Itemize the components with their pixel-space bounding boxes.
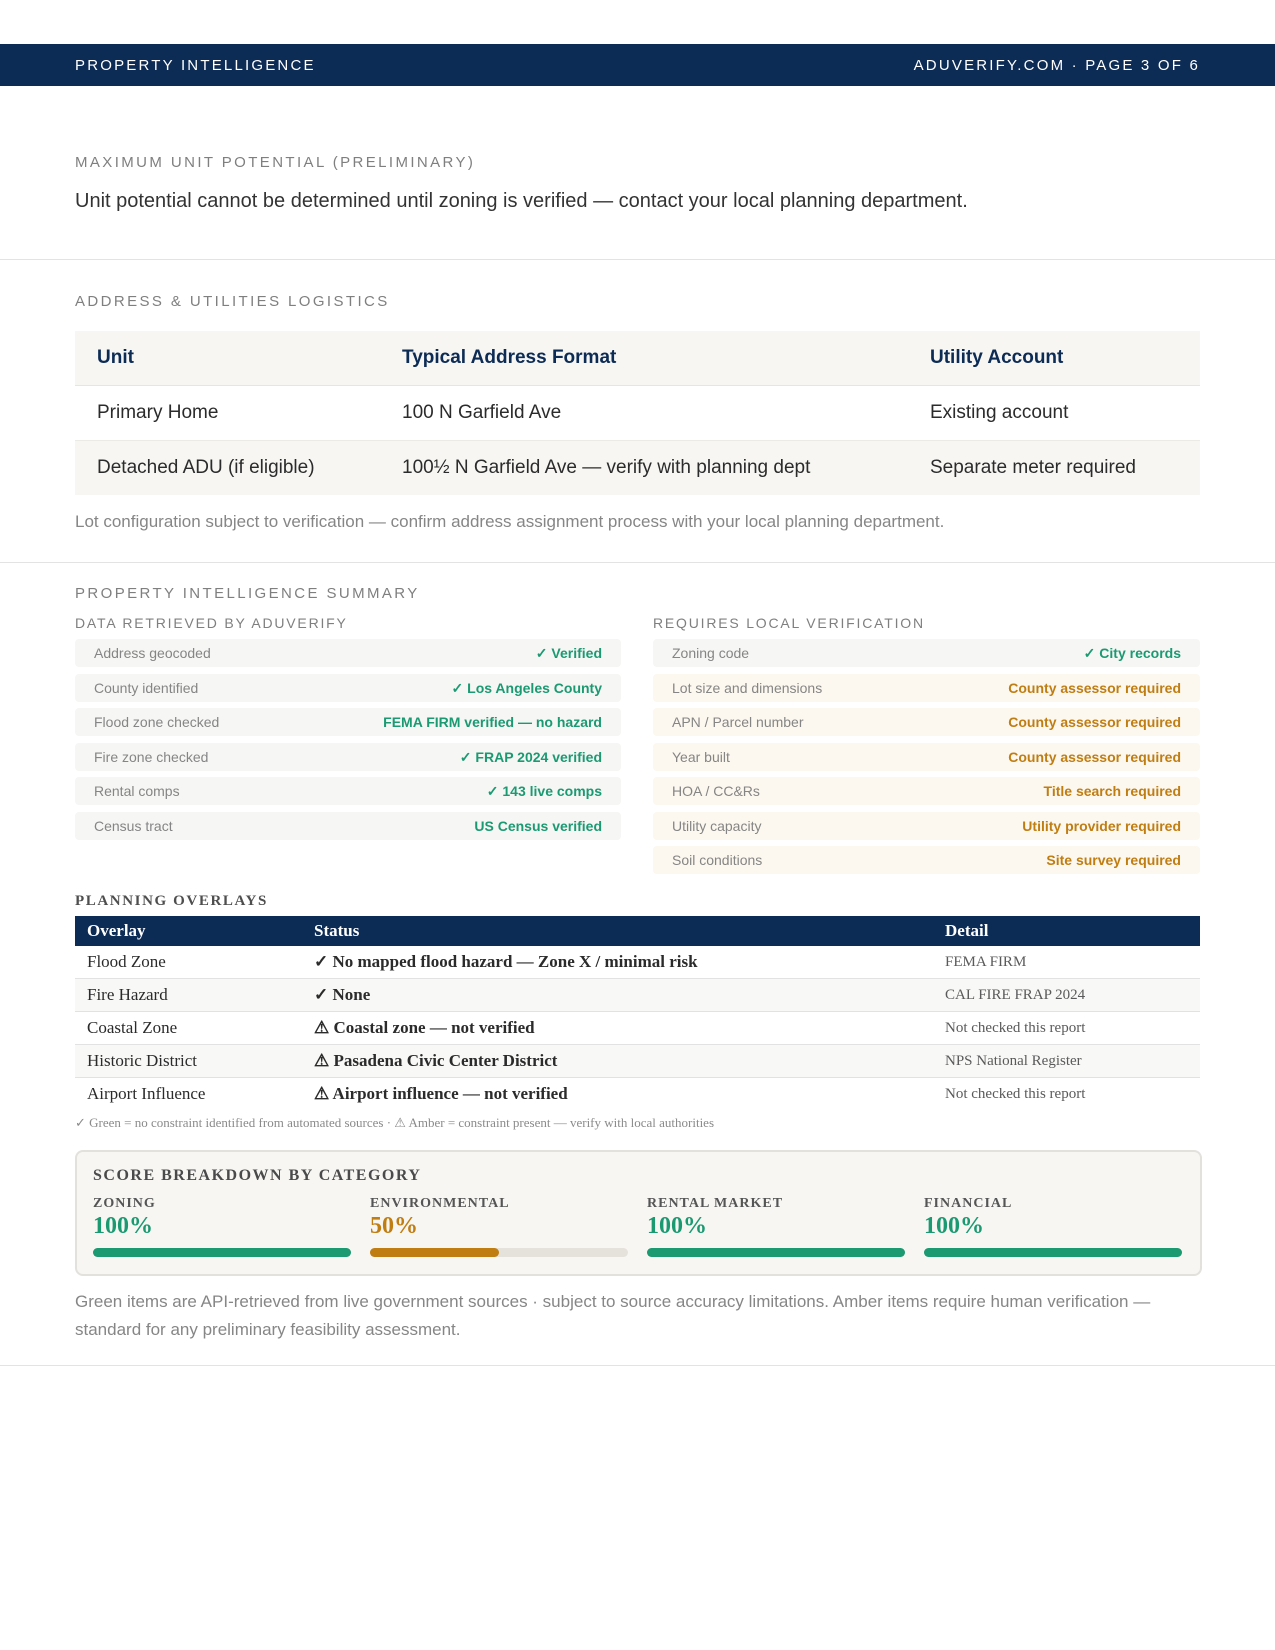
item-value: ✓ FRAP 2024 verified — [459, 748, 602, 765]
item-value: Utility provider required — [1022, 817, 1181, 834]
category-percent: 100% — [93, 1213, 153, 1239]
category-label: FINANCIAL — [924, 1196, 1013, 1211]
list-item — [653, 639, 1200, 667]
cell-overlay: Historic District — [75, 1045, 302, 1078]
item-value: County assessor required — [1008, 714, 1181, 730]
progress-track — [93, 1248, 351, 1257]
cell-overlay: Flood Zone — [75, 946, 302, 979]
unit-potential-text: Unit potential cannot be determined until zoning is verified — contact your local planning department. — [75, 190, 968, 212]
list-item — [75, 639, 621, 667]
cell-address-format: 100½ N Garfield Ave — verify with planning dept — [380, 441, 908, 496]
footer-note: Green items are API-retrieved from live government sources · subject to source accuracy limitations. Amber items require human verification — standard for any preliminary feasibility assessment. — [75, 1292, 1151, 1339]
list-item — [75, 743, 621, 771]
cell-utility-account: Separate meter required — [908, 441, 1200, 496]
item-value: Title search required — [1043, 783, 1181, 799]
divider — [0, 259, 1275, 260]
cell-status: ⚠ Coastal zone — not verified — [302, 1012, 933, 1045]
header-band — [0, 44, 1275, 86]
column-header-address-format: Typical Address Format — [380, 331, 908, 386]
category-label: ENVIRONMENTAL — [370, 1196, 510, 1211]
progress-track — [647, 1248, 905, 1257]
score-category-financial — [924, 1196, 1182, 1240]
column-header-detail: Detail — [933, 916, 1200, 946]
category-percent: 100% — [924, 1213, 984, 1239]
item-label: Utility capacity — [672, 817, 762, 834]
cell-detail: NPS National Register — [933, 1045, 1200, 1078]
table-row — [75, 441, 1200, 496]
item-label: HOA / CC&Rs — [672, 783, 760, 799]
item-label: APN / Parcel number — [672, 714, 804, 730]
header-page-indicator: ADUVERIFY.COM · PAGE 3 OF 6 — [913, 57, 1200, 74]
progress-fill — [647, 1248, 905, 1257]
item-label: Lot size and dimensions — [672, 679, 823, 696]
column-header-overlay: Overlay — [75, 916, 302, 946]
score-category-rental-market — [647, 1196, 905, 1240]
progress-track — [924, 1248, 1182, 1257]
item-value: ✓ 143 live comps — [486, 783, 602, 799]
column-header-utility-account: Utility Account — [908, 331, 1200, 386]
divider — [0, 562, 1275, 563]
table-header-row — [75, 331, 1200, 386]
address-utilities-heading: ADDRESS & UTILITIES LOGISTICS — [75, 293, 390, 310]
retrieved-heading: DATA RETRIEVED BY ADUVERIFY — [75, 615, 348, 631]
category-percent: 100% — [647, 1213, 707, 1239]
cell-unit: Primary Home — [75, 386, 380, 441]
cell-overlay: Airport Influence — [87, 1084, 206, 1103]
list-item — [653, 743, 1200, 771]
table-row — [75, 1045, 1200, 1078]
item-value: County assessor required — [1008, 679, 1181, 696]
table-row — [75, 386, 1200, 441]
list-item — [75, 708, 621, 736]
cell-utility-account: Existing account — [908, 386, 1200, 441]
retrieved-list — [75, 639, 621, 846]
item-label: Census tract — [94, 817, 173, 834]
list-item — [653, 846, 1200, 874]
item-value: ✓ Verified — [535, 645, 602, 661]
cell-status: ⚠ Airport influence — not verified — [314, 1084, 568, 1103]
divider — [0, 1365, 1275, 1366]
progress-fill — [370, 1248, 499, 1257]
cell-detail: Not checked this report — [945, 1085, 1086, 1102]
summary-heading: PROPERTY INTELLIGENCE SUMMARY — [75, 585, 420, 602]
planning-overlays-table — [75, 916, 1200, 1110]
table-row — [75, 946, 1200, 979]
planning-overlays-heading: PLANNING OVERLAYS — [75, 893, 268, 909]
unit-potential-heading: MAXIMUM UNIT POTENTIAL (PRELIMINARY) — [75, 154, 476, 171]
progress-track — [370, 1248, 628, 1257]
header-title: PROPERTY INTELLIGENCE — [75, 57, 316, 74]
column-header-unit: Unit — [75, 331, 380, 386]
table-header-row — [75, 916, 1200, 946]
item-label: Flood zone checked — [94, 714, 220, 730]
table-row — [75, 1078, 1200, 1111]
item-value: ✓ Los Angeles County — [451, 679, 602, 696]
column-header-status: Status — [302, 916, 933, 946]
list-item — [75, 812, 621, 840]
item-value: FEMA FIRM verified — no hazard — [383, 714, 602, 730]
cell-unit: Detached ADU (if eligible) — [75, 441, 380, 496]
item-value: ✓ City records — [1083, 645, 1181, 661]
cell-overlay: Fire Hazard — [75, 979, 302, 1012]
item-label: Soil conditions — [672, 852, 763, 868]
progress-fill — [924, 1248, 1182, 1257]
list-item — [653, 674, 1200, 702]
list-item — [75, 777, 621, 805]
table-row — [75, 1012, 1200, 1045]
cell-status: ⚠ Pasadena Civic Center District — [302, 1045, 933, 1078]
overlays-legend: ✓ Green = no constraint identified from automated sources · ⚠ Amber = constraint present — verify with local authorities — [75, 1115, 715, 1130]
category-percent: 50% — [370, 1213, 418, 1239]
score-breakdown-card — [75, 1150, 1202, 1276]
item-value: County assessor required — [1008, 748, 1181, 765]
score-breakdown-heading: SCORE BREAKDOWN BY CATEGORY — [93, 1167, 422, 1184]
table-row — [75, 979, 1200, 1012]
score-category-environmental — [370, 1196, 628, 1240]
address-utilities-table — [75, 331, 1200, 495]
cell-overlay: Coastal Zone — [75, 1012, 302, 1045]
cell-detail: CAL FIRE FRAP 2024 — [933, 979, 1200, 1012]
item-value: Site survey required — [1046, 852, 1181, 868]
score-category-zoning — [93, 1196, 351, 1240]
item-label: Zoning code — [672, 645, 750, 661]
cell-status: ✓ No mapped flood hazard — Zone X / minimal risk — [302, 946, 933, 979]
category-label: ZONING — [93, 1196, 156, 1211]
cell-address-format: 100 N Garfield Ave — [380, 386, 908, 441]
item-value: US Census verified — [474, 817, 602, 834]
cell-detail: FEMA FIRM — [933, 946, 1200, 979]
local-verification-heading: REQUIRES LOCAL VERIFICATION — [653, 615, 925, 631]
list-item — [75, 674, 621, 702]
item-label: Address geocoded — [94, 645, 211, 661]
item-label: Rental comps — [94, 783, 180, 799]
list-item — [653, 777, 1200, 805]
item-label: Year built — [672, 748, 730, 765]
cell-status: ✓ None — [302, 979, 933, 1012]
item-label: Fire zone checked — [94, 748, 209, 765]
local-verification-list — [653, 639, 1200, 881]
item-label: County identified — [94, 679, 199, 696]
category-label: RENTAL MARKET — [647, 1196, 784, 1211]
address-utilities-note: Lot configuration subject to verification — confirm address assignment process with your local planning department. — [75, 512, 945, 531]
list-item — [653, 708, 1200, 736]
cell-detail: Not checked this report — [933, 1012, 1200, 1045]
progress-fill — [93, 1248, 351, 1257]
list-item — [653, 812, 1200, 840]
